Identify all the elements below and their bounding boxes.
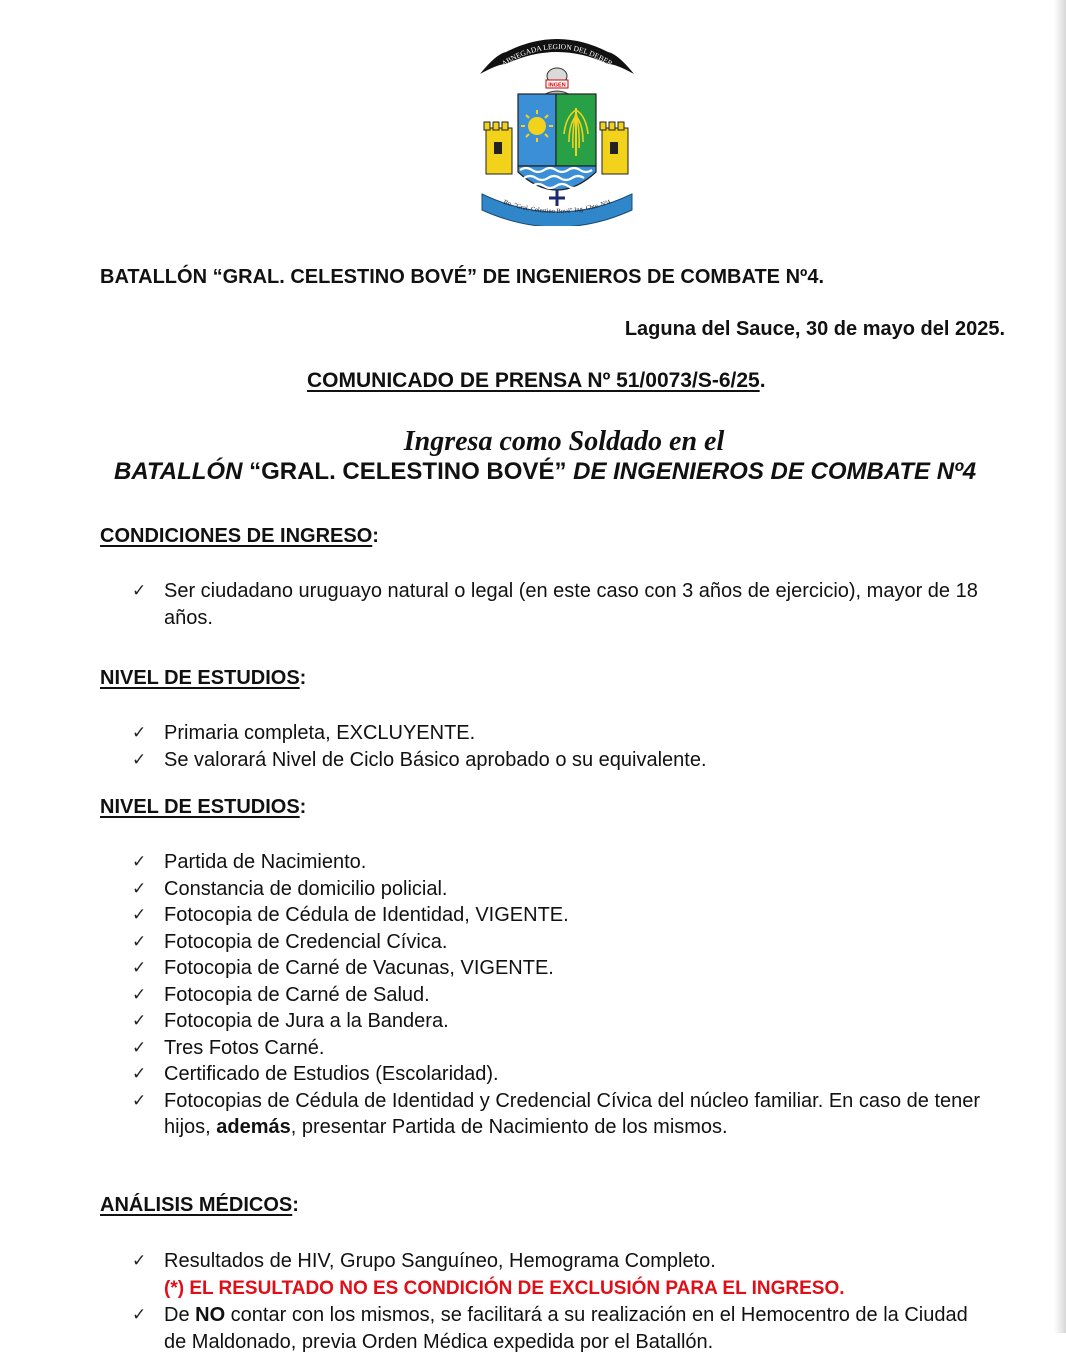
emblem-helmet-label: INGEN [548,82,566,89]
studies-list [130,720,990,773]
list-item: ✓ Fotocopia de Cédula de Identidad, VIGENTE. [130,902,990,929]
emblem-top-motto: ABNEGADA LEGION DEL DEBER [499,41,615,68]
medical-heading [100,1194,299,1217]
list-item: ✓ Se valorará Nivel de Ciclo Básico aprobado o su equivalente. [130,747,990,774]
conditions-heading-text: CONDICIONES DE INGRESO [100,525,373,547]
press-release-dot: . [759,369,766,392]
battalion-emblem [476,30,638,226]
list-item: ✓ Constancia de domicilio policial. [130,876,990,903]
medical-item-2-text-1: De [164,1304,196,1326]
list-item: ✓ Fotocopia de Carné de Salud. [130,982,990,1009]
medical-list [130,1248,990,1355]
studies-heading-text: NIVEL DE ESTUDIOS [100,667,300,689]
documents-heading [100,796,306,819]
documents-heading-text: NIVEL DE ESTUDIOS [100,796,300,818]
conditions-list [130,578,990,631]
family-item-text-2: , presentar Partida de Nacimiento de los mismos. [290,1116,728,1138]
documents-list [130,849,990,1141]
studies-heading-colon: : [299,667,307,689]
medical-heading-colon: : [292,1194,299,1216]
date-line: Laguna del Sauce, 30 de mayo del 2025. [624,318,1005,340]
press-release-label: COMUNICADO DE PRENSA Nº 51/0073/S-6/25 [307,369,760,392]
list-item: ✓ Tres Fotos Carné. [130,1035,990,1062]
list-item: ✓ Certificado de Estudios (Escolaridad). [130,1061,990,1088]
list-item: ✓ Ser ciudadano uruguayo natural o legal (en este caso con 3 años de ejercicio), mayor de 18 años. [130,578,990,631]
page-edge-shadow [1054,0,1066,1333]
documents-heading-colon: : [299,796,307,818]
headline-line-2-c: DE INGENIEROS DE COMBATE Nº4 [573,458,977,485]
medical-item-1-text: Resultados de HIV, Grupo Sanguíneo, Hemograma Completo. [164,1250,716,1272]
family-item-emphasis: además [216,1116,291,1138]
medical-heading-text: ANÁLISIS MÉDICOS [100,1194,293,1216]
list-item: ✓ Fotocopia de Jura a la Bandera. [130,1008,990,1035]
family-item-text-1: Fotocopias de Cédula de Identidad y Credencial Cívica del núcleo familiar. En caso de tener hijos, [164,1089,981,1138]
exclusion-note: (*) EL RESULTADO NO ES CONDICIÓN DE EXCLUSIÓN PARA EL INGRESO. [164,1277,845,1299]
headline-line-2-b: “GRAL. CELESTINO BOVÉ” [242,458,574,485]
medical-item-2-emphasis: NO [195,1304,226,1326]
list-item: ✓ Partida de Nacimiento. [130,849,990,876]
headline-line-1: Ingresa como Soldado en el [403,426,725,457]
list-item: ✓ Primaria completa, EXCLUYENTE. [130,720,990,747]
conditions-heading [100,525,379,548]
press-release-title [307,369,766,393]
studies-heading [100,667,306,690]
list-item: ✓ Fotocopia de Credencial Cívica. [130,929,990,956]
list-item-family-documents [130,1088,990,1141]
unit-title: BATALLÓN “GRAL. CELESTINO BOVÉ” DE INGENIEROS DE COMBATE Nº4. [100,266,825,288]
list-item [130,1248,990,1302]
headline-line-2 [114,458,976,486]
emblem-bottom-motto: Bn. "Gral. Celestino Bové" Ing. Cbte. Nº4 [502,198,612,216]
headline-line-2-a: BATALLÓN [114,458,243,485]
conditions-heading-colon: : [372,525,379,547]
list-item: ✓ Fotocopia de Carné de Vacunas, VIGENTE. [130,955,990,982]
medical-item-2-text-2: contar con los mismos, se facilitará a su realización en el Hemocentro de la Ciudad de Maldonado, previa Orden Médica expedida por el Batallón. [164,1304,968,1353]
list-item [130,1302,990,1355]
